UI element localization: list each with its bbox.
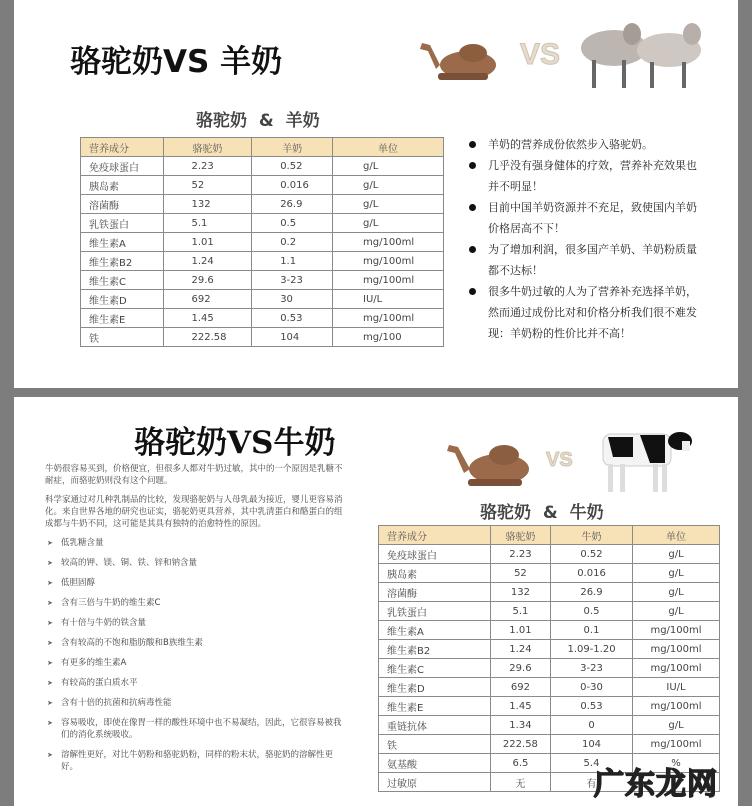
table-row: [379, 678, 720, 697]
list-item: ➤ 含有较高的不饱和脂肪酸和B族维生素: [45, 637, 343, 649]
table-row: [379, 640, 720, 659]
table-cell: 免疫球蛋白: [81, 157, 164, 176]
column-header: 营养成分: [81, 138, 164, 157]
table-cell: 铁: [379, 735, 491, 754]
table-cell: 铁: [81, 328, 164, 347]
table-cell: 132: [163, 195, 252, 214]
camel-vs-goat-panel: [14, 0, 738, 388]
vs-label: VS: [546, 449, 573, 471]
table-cell: 3-23: [252, 271, 333, 290]
list-item: ➤ 低胆固醇: [45, 577, 343, 589]
goat-milk-bullets: [466, 134, 706, 344]
bullet-item: 很多牛奶过敏的人为了营养补充选择羊奶，然而通过成份比对和价格分析我们很不难发现：羊奶粉的性价比并不高！: [466, 281, 706, 344]
table-cell: g/L: [633, 602, 720, 621]
watermark: 广东龙网: [594, 767, 718, 802]
table-cell: 0.1: [550, 621, 632, 640]
table-cell: g/L: [333, 176, 444, 195]
table-cell: 维生素C: [379, 659, 491, 678]
table-cell: 胰岛素: [81, 176, 164, 195]
table-cell: 维生素B2: [81, 252, 164, 271]
paragraph: 牛奶很容易买到，价格便宜，但很多人都对牛奶过敏，其中的一个原因是乳糖不耐症，而骆驼奶则没有这个问题。: [45, 464, 343, 486]
table-cell: 重链抗体: [379, 716, 491, 735]
table-cell: %: [633, 754, 720, 773]
table-cell: 1.09-1.20: [550, 640, 632, 659]
table-cell: 0.5: [252, 214, 333, 233]
table-cell: 无: [490, 773, 550, 792]
table-cell: 维生素A: [379, 621, 491, 640]
table-cell: 0.2: [252, 233, 333, 252]
table-cell: 0.53: [252, 309, 333, 328]
table-cell: 免疫球蛋白: [379, 545, 491, 564]
cow-image: [598, 419, 698, 499]
table-row: [81, 290, 444, 309]
table-cell: 过敏原: [379, 773, 491, 792]
list-item: ➤ 容易吸收，即使在像胃一样的酸性环境中也不易凝结，因此，它很容易被我们的消化系统吸收。: [45, 717, 343, 741]
table-row: [81, 328, 444, 347]
table-cell: 1.45: [490, 697, 550, 716]
table-cell: 132: [490, 583, 550, 602]
section-title: 骆驼奶VS牛奶: [134, 425, 336, 461]
table-cell: 0.52: [550, 545, 632, 564]
table-cell: mg/100ml: [633, 735, 720, 754]
table-row: [379, 659, 720, 678]
table-cell: 维生素B2: [379, 640, 491, 659]
table-cell: 1.34: [490, 716, 550, 735]
table-cell: 30: [252, 290, 333, 309]
list-item: ➤ 含有十倍的抗菌和抗病毒性能: [45, 697, 343, 709]
intro-text: [45, 463, 343, 781]
table-row: [81, 195, 444, 214]
table-cell: 29.6: [490, 659, 550, 678]
table-cell: IU/L: [333, 290, 444, 309]
table-cell: 5.4: [550, 754, 632, 773]
list-item: ➤ 含有三倍与牛奶的维生素C: [45, 597, 343, 609]
table-cell: g/L: [333, 214, 444, 233]
table-row: [379, 583, 720, 602]
table-cell: 29.6: [163, 271, 252, 290]
column-header: 骆驼奶: [490, 526, 550, 545]
table-cell: 1.45: [163, 309, 252, 328]
sheep-image: [574, 18, 714, 93]
table-cell: 1.24: [163, 252, 252, 271]
column-header: 羊奶: [252, 138, 333, 157]
table-cell: 0.016: [252, 176, 333, 195]
table-cell: g/L: [633, 583, 720, 602]
table-cell: 2.23: [490, 545, 550, 564]
table-row: [379, 564, 720, 583]
table-cell: g/L: [333, 157, 444, 176]
column-header: 单位: [333, 138, 444, 157]
column-header: 骆驼奶: [163, 138, 252, 157]
camel-goat-comparison-table: [80, 137, 444, 347]
bullet-item: 目前中国羊奶资源并不充足，致使国内羊奶价格居高不下！: [466, 197, 706, 239]
table-cell: 2.23: [163, 157, 252, 176]
table-cell: 维生素C: [81, 271, 164, 290]
bullet-item: 为了增加利润，很多国产羊奶、羊奶粉质量都不达标！: [466, 239, 706, 281]
column-header: 单位: [633, 526, 720, 545]
table-cell: 胰岛素: [379, 564, 491, 583]
table-cell: 1.01: [490, 621, 550, 640]
table-cell: 1.24: [490, 640, 550, 659]
table-cell: 0.52: [252, 157, 333, 176]
table-cell: 3-23: [550, 659, 632, 678]
table-cell: 维生素D: [379, 678, 491, 697]
table-cell: 0.016: [550, 564, 632, 583]
table-cell: 有: [550, 773, 632, 792]
table-cell: 溶菌酶: [81, 195, 164, 214]
table-row: [81, 233, 444, 252]
table-row: [379, 545, 720, 564]
list-item: ➤ 溶解性更好，对比牛奶粉和骆驼奶粉，同样的粉末状，骆驼奶的溶解性更好。: [45, 749, 343, 773]
column-header: 营养成分: [379, 526, 491, 545]
table-cell: g/L: [633, 564, 720, 583]
table-header-row: [81, 138, 444, 157]
table-cell: mg/100ml: [333, 233, 444, 252]
table-row: [81, 176, 444, 195]
table-cell: mg/100ml: [633, 659, 720, 678]
table-cell: mg/100ml: [633, 697, 720, 716]
table-cell: 104: [550, 735, 632, 754]
vs-label: VS: [520, 38, 561, 71]
table-header-row: [379, 526, 720, 545]
table-row: [379, 716, 720, 735]
table-cell: 0-30: [550, 678, 632, 697]
table-cell: 222.58: [163, 328, 252, 347]
column-header: 牛奶: [550, 526, 632, 545]
table-row: [379, 621, 720, 640]
table-cell: mg/100ml: [333, 252, 444, 271]
table-row: [379, 697, 720, 716]
table-cell: g/L: [633, 545, 720, 564]
bullet-item: 羊奶的营养成份依然步入骆驼奶。: [466, 134, 706, 155]
table-cell: 26.9: [550, 583, 632, 602]
table-cell: g/L: [633, 716, 720, 735]
bullet-item: 几乎没有强身健体的疗效，营养补充效果也并不明显！: [466, 155, 706, 197]
table-cell: mg/100: [333, 328, 444, 347]
page-title: 骆驼奶VS 羊奶: [70, 44, 283, 80]
table-cell: 溶菌酶: [379, 583, 491, 602]
table-cell: 维生素E: [81, 309, 164, 328]
list-item: ➤ 低乳糖含量: [45, 537, 343, 549]
camel-image: [418, 35, 500, 85]
table-cell: mg/100ml: [333, 309, 444, 328]
table-cell: 维生素E: [379, 697, 491, 716]
table-cell: 0.53: [550, 697, 632, 716]
list-item: ➤ 较高的钾、镁、铜、铁、锌和钠含量: [45, 557, 343, 569]
table-cell: 维生素A: [81, 233, 164, 252]
table-cell: 104: [252, 328, 333, 347]
table-cell: 692: [163, 290, 252, 309]
table-row: [81, 271, 444, 290]
table-row: [81, 214, 444, 233]
table-cell: 乳铁蛋白: [379, 602, 491, 621]
list-item: ➤ 有较高的蛋白质水平: [45, 677, 343, 689]
table-cell: 26.9: [252, 195, 333, 214]
table-cell: mg/100ml: [633, 621, 720, 640]
table-row: [81, 157, 444, 176]
camel-cow-comparison-table: [378, 525, 720, 792]
camel-vs-cow-panel: [14, 397, 738, 806]
table-cell: 1.01: [163, 233, 252, 252]
table-cell: IU/L: [633, 678, 720, 697]
benefit-list: [45, 537, 343, 773]
table-title: 骆驼奶 & 羊奶: [196, 111, 320, 131]
table-cell: 0: [550, 716, 632, 735]
table-cell: mg/100ml: [333, 271, 444, 290]
table-row: [81, 309, 444, 328]
table-cell: 5.1: [163, 214, 252, 233]
table-cell: 乳铁蛋白: [81, 214, 164, 233]
table-cell: 6.5: [490, 754, 550, 773]
list-item: ➤ 有十倍与牛奶的铁含量: [45, 617, 343, 629]
table-row: [379, 735, 720, 754]
table-cell: 52: [490, 564, 550, 583]
table-cell: mg/100ml: [633, 640, 720, 659]
table-cell: 52: [163, 176, 252, 195]
paragraph: 科学家通过对几种乳制品的比较，发现骆驼奶与人母乳最为接近，婴儿更容易消化。来自世界各地的研究也证实，骆驼奶更具营养，其中乳清蛋白和酪蛋白的组成都与牛奶不同，这可能是其具有独特的治愈特性的原因。: [45, 495, 343, 529]
table-cell: 692: [490, 678, 550, 697]
table-cell: 0.5: [550, 602, 632, 621]
table-cell: 1.1: [252, 252, 333, 271]
table-row: [379, 602, 720, 621]
table-cell: 氨基酸: [379, 754, 491, 773]
table-row: [81, 252, 444, 271]
table-cell: g/L: [333, 195, 444, 214]
list-item: ➤ 有更多的维生素A: [45, 657, 343, 669]
table-cell: 5.1: [490, 602, 550, 621]
table-cell: 维生素D: [81, 290, 164, 309]
table-title: 骆驼奶 & 牛奶: [480, 503, 604, 523]
camel-image: [444, 437, 534, 492]
table-cell: 222.58: [490, 735, 550, 754]
